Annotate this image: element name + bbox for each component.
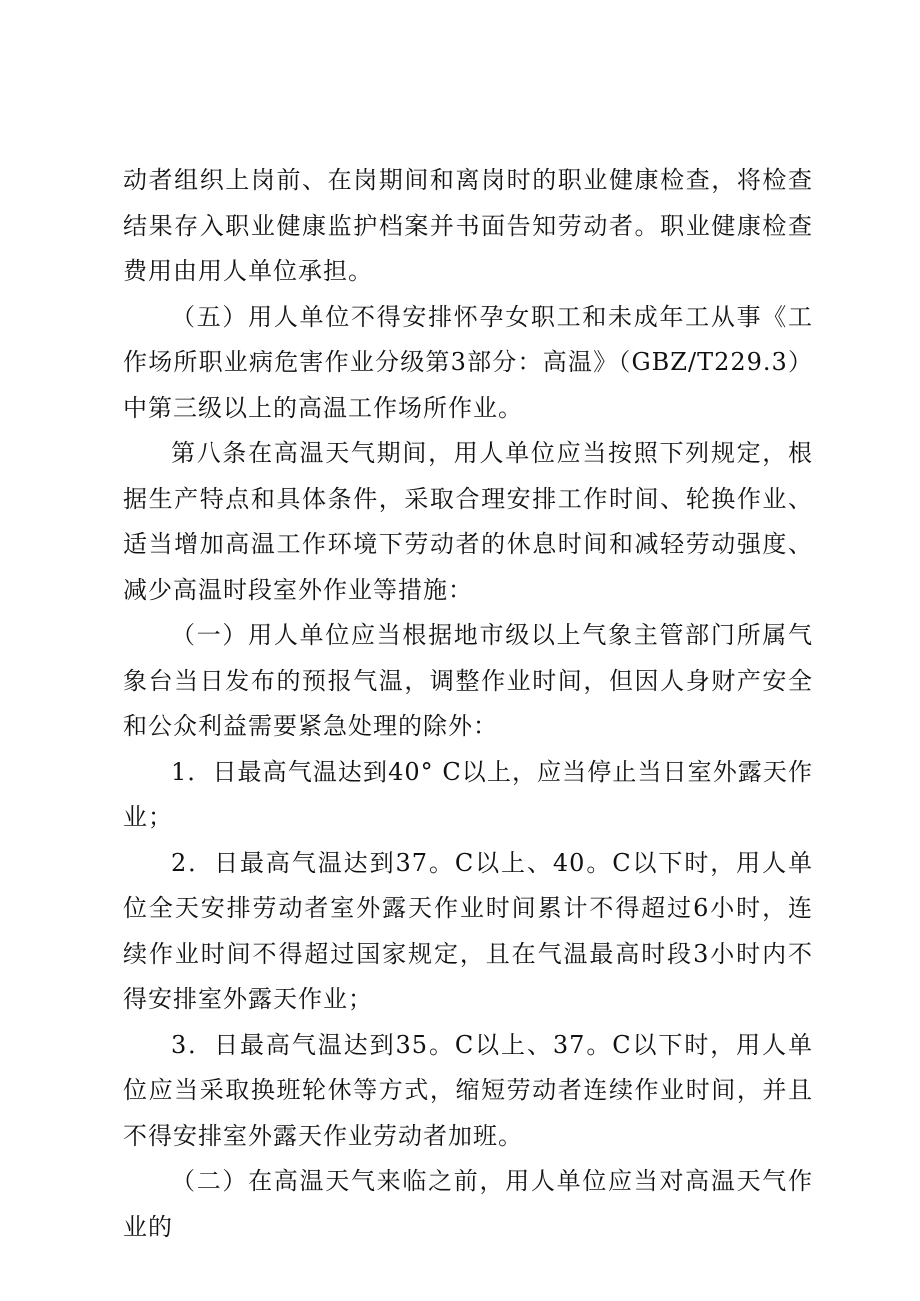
paragraph-rule-3: 3．日最高气温达到35。C以上、37。C以下时，用人单位应当采取换班轮休等方式，缩短劳动者连续作业时间，并且不得安排室外露天作业劳动者加班。	[123, 1030, 813, 1150]
paragraph-health-check-continuation: 动者组织上岗前、在岗期间和离岗时的职业健康检查，将检查结果存入职业健康监护档案并书面告知劳动者。职业健康检查费用由用人单位承担。	[123, 166, 813, 285]
document-body	[123, 158, 813, 1250]
paragraph-article-eight: 第八条在高温天气期间，用人单位应当按照下列规定，根据生产特点和具体条件，采取合理安排工作时间、轮换作业、适当增加高温工作环境下劳动者的休息时间和减轻劳动强度、减少高温时段室外作业等措施：	[123, 439, 813, 604]
paragraph-item-two: （二）在高温天气来临之前，用人单位应当对高温天气作业的	[123, 1167, 813, 1241]
paragraph-item-one: （一）用人单位应当根据地市级以上气象主管部门所属气象台当日发布的预报气温，调整作业时间，但因人身财产安全和公众利益需要紧急处理的除外：	[123, 621, 813, 740]
paragraph-item-five: （五）用人单位不得安排怀孕女职工和未成年工从事《工作场所职业病危害作业分级第3部分：高温》（GBZ/T229.3）中第三级以上的高温工作场所作业。	[123, 302, 813, 422]
paragraph-rule-2: 2．日最高气温达到37。C以上、40。C以下时，用人单位全天安排劳动者室外露天作业时间累计不得超过6小时，连续作业时间不得超过国家规定，且在气温最高时段3小时内不得安排室外露天作业；	[123, 848, 813, 1013]
paragraph-rule-1: 1．日最高气温达到40° C以上，应当停止当日室外露天作业；	[123, 757, 813, 831]
